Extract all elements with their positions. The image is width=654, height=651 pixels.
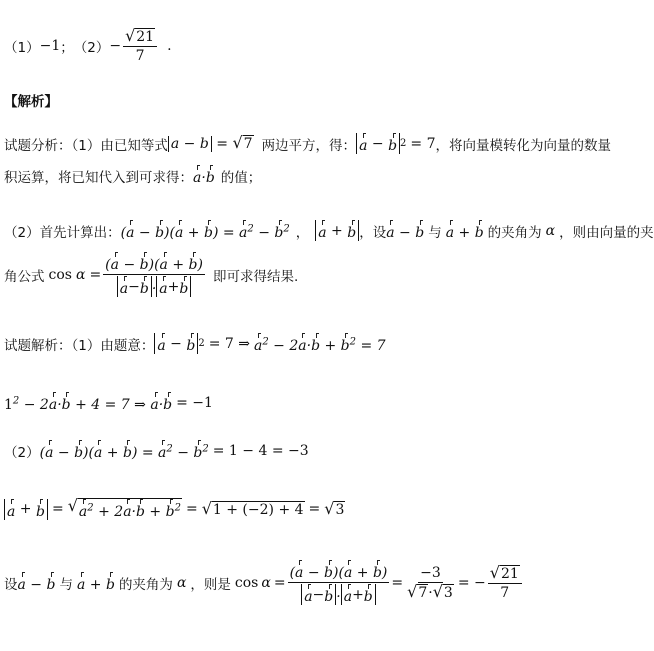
answer-line — [4, 28, 172, 64]
answer-part2-sign: − — [109, 38, 122, 54]
final-fraction-2: −3 √ 7 · √ 3 — [407, 564, 453, 601]
analysis-line-2: 积运算，将已知代入到可求得： a·b 的值； — [4, 165, 261, 186]
answer-part1-value: −1 — [39, 38, 61, 54]
abs-vec-a-minus-b: a − b — [356, 133, 400, 154]
angle-formula-fraction: (a − b)(a + b) a − b · a + b — [103, 252, 205, 297]
solution-line-2: $1^2 - 2a\cdot b + 4 = 7$ ⇒ a·b = −1 — [4, 392, 213, 413]
answer-end: . — [167, 38, 172, 54]
sqrt-inner: √ 1 + (−2) + 4 — [201, 498, 304, 518]
answer-part2-label: （2） — [73, 40, 110, 56]
answer-part2-fraction: √ 21 7 — [123, 28, 157, 64]
analysis-line-1: 试题分析：（1）由已知等式 a − b = √ 7 两边平方，得： a − b 2 = 7 ，将向量模转化为向量的数量 — [4, 133, 611, 154]
analysis-line-3: （2）首先计算出： $(a - b)(a + b) = a^2 - b^2$ ， a + b ，设 a − b 与 a + b 的夹角为 α ，则由向量的夹 — [4, 220, 654, 241]
final-fraction-3: √ 21 7 — [488, 565, 522, 601]
abs-a-minus-b: a − b — [168, 136, 212, 152]
answer-separator: ； — [60, 40, 74, 56]
answer-part1-label: （1） — [4, 40, 40, 56]
product-expansion: $(a - b)(a + b) = a^2 - b^2$ — [121, 220, 290, 241]
section-title: 【解析】 — [4, 94, 58, 110]
dot-product-ab: a·b — [193, 165, 215, 186]
sqrt-three: √ 3 — [324, 498, 345, 518]
solution-line-1: 试题解析：（1）由题意： a − b 2 = 7 ⇒ $a^2 - 2a\cdot b + b^2 = 7$ — [4, 333, 386, 354]
solution-line-4: a + b = √ $a^2 + 2a\cdot b + b^2$ = √ 1 + (−2) + 4 = √ 3 — [4, 498, 345, 520]
final-fraction-1: (a − b)(a + b) a − b · a + b — [288, 560, 390, 605]
analysis-line-4: 角公式 cos α = (a − b)(a + b) a − b · a + b 即可求得结果. — [4, 252, 298, 297]
solution-line-5: 设 a − b 与 a + b 的夹角为 α ，则是 cos α = (a − b)(a + b) a − b · a + b = −3 √ 7 · √ 3 = − √ 21 7 — [4, 560, 524, 605]
sqrt-expansion: √ $a^2 + 2a\cdot b + b^2$ — [67, 496, 181, 520]
sqrt-seven: √ 7 — [232, 133, 253, 152]
abs-a-plus-b: a + b — [315, 220, 359, 241]
solution-line-3: （2） $(a - b)(a + b) = a^2 - b^2$ = 1 − 4 = −3 — [4, 440, 309, 461]
